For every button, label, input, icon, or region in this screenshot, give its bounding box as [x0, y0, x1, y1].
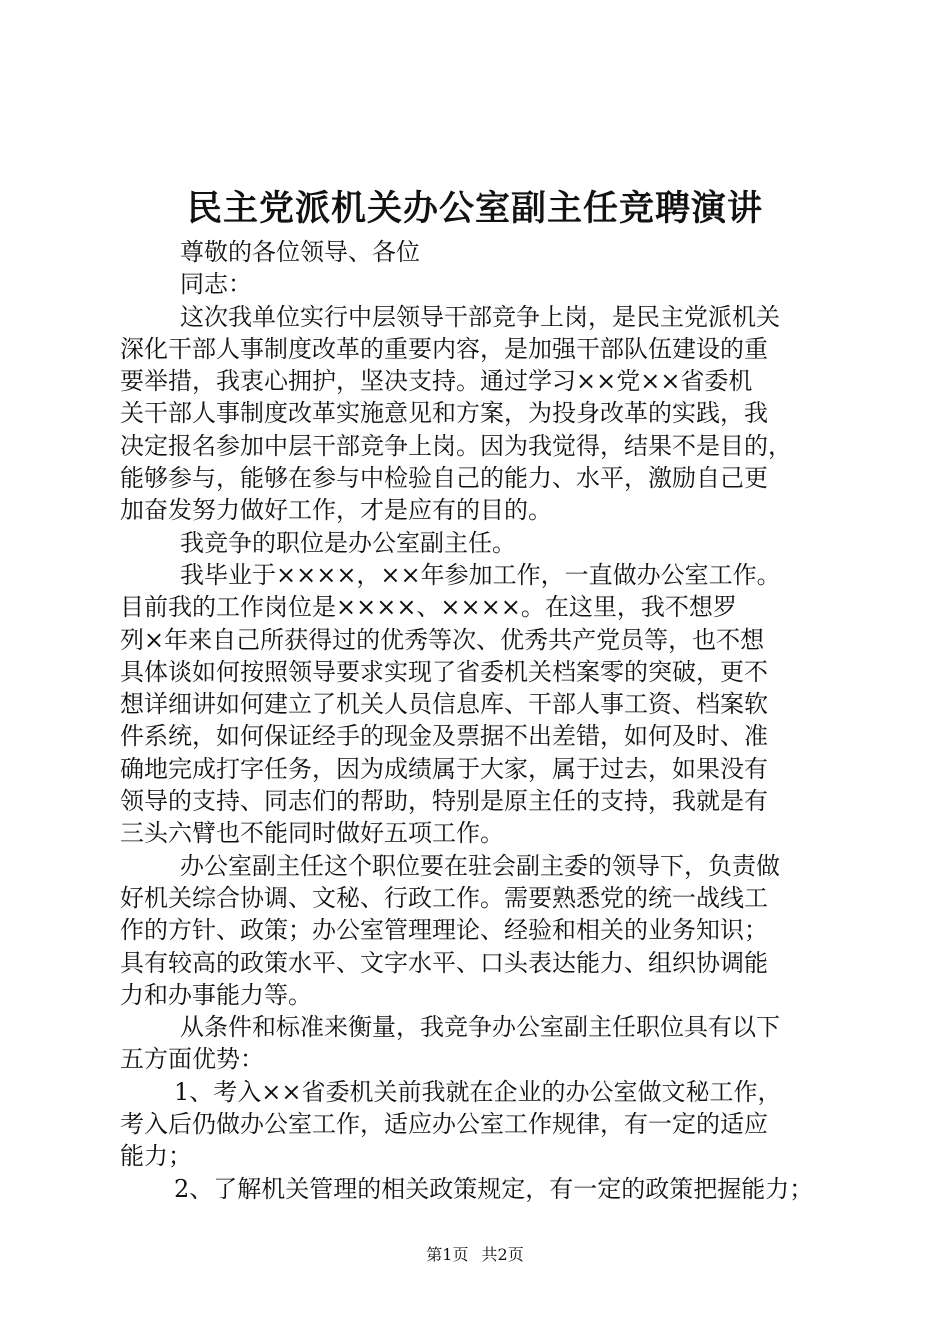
text-line: 具有较高的政策水平、文字水平、口头表达能力、组织协调能 [120, 948, 768, 977]
text-line: 尊敬的各位领导、各位 [180, 238, 420, 266]
text-line: 这次我单位实行中层领导干部竞争上岗，是民主党派机关 [180, 302, 780, 331]
document-title: 民主党派机关办公室副主任竞聘演讲 [186, 188, 763, 229]
text-line: 想详细讲如何建立了机关人员信息库、干部人事工资、档案软 [120, 690, 768, 719]
page-total: 共2页 [481, 1245, 524, 1264]
text-line: 我竞争的职位是办公室副主任。 [180, 528, 516, 557]
text-line: 加奋发努力做好工作，才是应有的目的。 [120, 496, 552, 525]
text-line: 要举措，我衷心拥护，坚决支持。通过学习××党××省委机 [120, 367, 753, 396]
text-line: 件系统，如何保证经手的现金及票据不出差错，如何及时、准 [120, 722, 768, 751]
text-line: 力和办事能力等。 [120, 980, 312, 1009]
text-line: 我毕业于××××，××年参加工作，一直做办公室工作。 [180, 560, 781, 589]
document-body [120, 236, 840, 1205]
text-line: 领导的支持、同志们的帮助，特别是原主任的支持，我就是有 [120, 787, 768, 816]
text-line: 从条件和标准来衡量，我竞争办公室副主任职位具有以下 [180, 1013, 780, 1042]
text-line: 同志： [180, 270, 252, 299]
text-line: 确地完成打字任务，因为成绩属于大家，属于过去，如果没有 [120, 754, 768, 783]
page-number: 第1页 [426, 1245, 469, 1264]
text-line: 决定报名参加中层干部竞争上岗。因为我觉得，结果不是目的， [120, 431, 792, 460]
text-line: 关干部人事制度改革实施意见和方案，为投身改革的实践，我 [120, 399, 768, 428]
text-line: 考入后仍做办公室工作，适应办公室工作规律，有一定的适应 [120, 1110, 768, 1139]
text-line: 三头六臂也不能同时做好五项工作。 [120, 819, 504, 848]
text-line: 目前我的工作岗位是××××、××××。在这里，我不想罗 [120, 593, 737, 622]
text-line: 能力； [120, 1142, 192, 1171]
text-line: 好机关综合协调、文秘、行政工作。需要熟悉党的统一战线工 [120, 883, 768, 912]
text-line: 作的方针、政策；办公室管理理论、经验和相关的业务知识； [120, 916, 768, 945]
text-line: 五方面优势： [120, 1045, 264, 1074]
text-line: 2、了解机关管理的相关政策规定，有一定的政策把握能力； [174, 1174, 814, 1203]
text-line: 深化干部人事制度改革的重要内容，是加强干部队伍建设的重 [120, 334, 768, 363]
text-line: 具体谈如何按照领导要求实现了省委机关档案零的突破，更不 [120, 657, 768, 686]
text-line: 1、考入××省委机关前我就在企业的办公室做文秘工作， [174, 1077, 782, 1106]
page-footer [0, 1244, 950, 1266]
text-line: 列×年来自己所获得过的优秀等次、优秀共产党员等，也不想 [120, 625, 765, 654]
text-line: 办公室副主任这个职位要在驻会副主委的领导下，负责做 [180, 851, 780, 880]
text-line: 能够参与，能够在参与中检验自己的能力、水平，激励自己更 [120, 464, 768, 493]
